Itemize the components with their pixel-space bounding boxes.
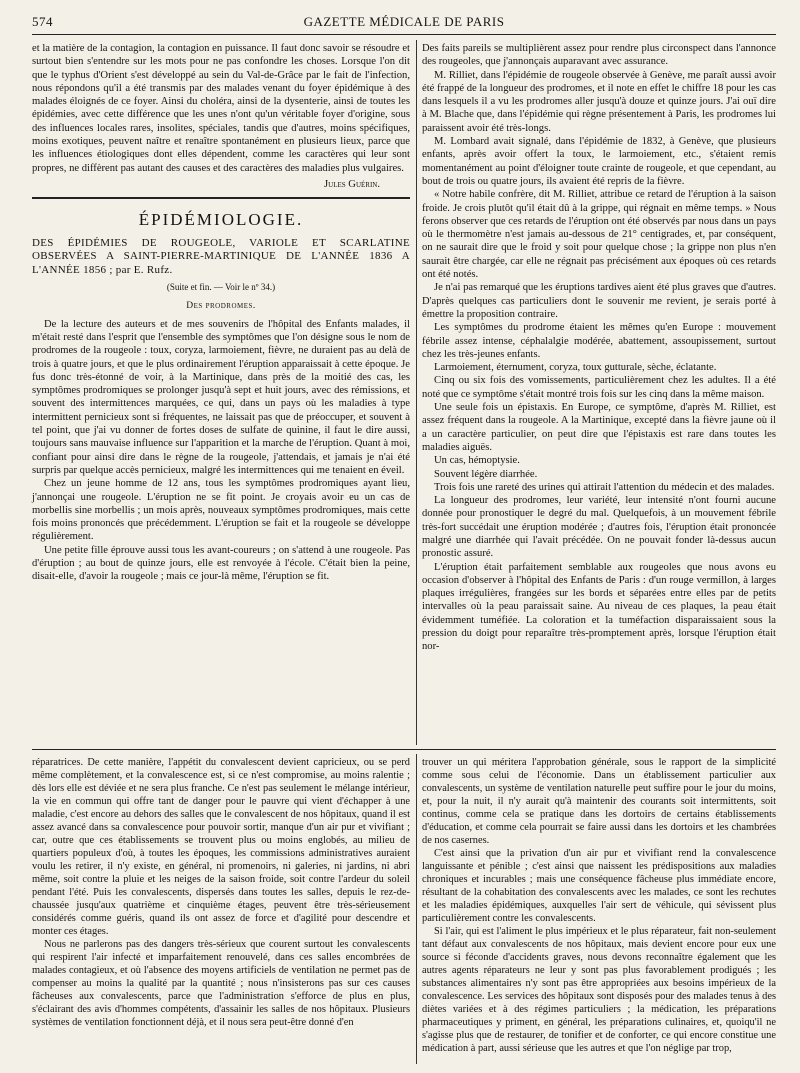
- paragraph: Un cas, hémoptysie.: [434, 455, 520, 467]
- left-column: [32, 42, 410, 584]
- journal-name: GAZETTE MÉDICALE DE PARIS: [303, 14, 505, 29]
- paragraph: trouver un qui méritera l'approbation générale, sous le rapport de la simplicité comme sous celui de l'économie. Dans un établissement particulier aux convalescents, un système de ventilation naturelle peut suffire pour le jour du moins, et, pour la nuit, il n'y aurait qu'à maintenir des courants soit intermittents, soit continus, comme cela se pratique dans les dortoirs de certains établissements d'éducation, et comme cela pourrait se faire aussi dans les dortoirs et les chambrées de nos casernes.: [422, 757, 776, 846]
- paragraph: M. Lombard avait signalé, dans l'épidémie de 1832, à Genève, que plusieurs enfants, après avoir offert la toux, le larmoiement, etc., s'étaient remis momentanément au point d'éloigner toute crainte de rougeole, et que cependant, au bout de trois ou quatre jours, ils avaient été repris de la fièvre.: [422, 136, 776, 187]
- right-column: [422, 42, 776, 654]
- bottom-left-column: [32, 756, 410, 1029]
- article-title: DES ÉPIDÉMIES DE ROUGEOLE, VARIOLE ET SCARLATINE OBSERVÉES A SAINT-PIERRE-MARTINIQUE DE L'ANNÉE 1836 A L'ANNÉE 1856 ; par E. Rufz.: [32, 236, 410, 276]
- paragraph: Les symptômes du prodrome étaient les mêmes qu'en Europe : mouvement fébrile assez intense, céphalalgie modérée, abattement, assoupissement, surtout chez les très-jeunes enfants.: [422, 322, 776, 360]
- feuilleton-rule: [32, 749, 776, 750]
- column-divider-top: [416, 40, 417, 745]
- paragraph: Une seule fois un épistaxis. En Europe, ce symptôme, d'après M. Rilliet, est assez fréquent dans la rougeole. A la Martinique, excepté dans la fièvre jaune où il a un caractère particulier, on peut dire que l'épistaxis est rare dans toutes les maladies aiguës.: [422, 402, 776, 453]
- subheading: Des prodromes.: [186, 301, 256, 312]
- page-number: 574: [32, 14, 53, 29]
- paragraph: Cinq ou six fois des vomissements, particulièrement chez les adultes. Il a été noté que ce symptôme s'était montré trois fois sur les cinq dans la même maison.: [422, 375, 776, 400]
- column-divider-bottom: [416, 754, 417, 1064]
- paragraph: Des faits pareils se multiplièrent assez pour rendre plus circonspect dans l'annonce des rougeoles, que j'annonçais auparavant avec assurance.: [422, 43, 776, 68]
- paragraph: Nous ne parlerons pas des dangers très-sérieux que courent surtout les convalescents qui respirent l'air infecté et imparfaitement renouvelé, dans ces salles encombrées de malades contagieux, et où l'absence des moyens artificiels de ventilation ne permet pas de compenser au moins la qualité par la quantité ; nous n'insisterons pas sur ces causes fâcheuses aux convalescents, parce que l'administration s'efforce de plus en plus, s'éclairant des avis d'hommes compétents, d'assainir les salles de nos hôpitaux. Plusieurs systèmes de ventilation fonctionnent déjà, et il nous sera peut-être donné d'en: [32, 939, 410, 1028]
- continuation-note: (Suite et fin. — Voir le nº 34.): [166, 282, 276, 293]
- paragraph: Souvent légère diarrhée.: [434, 468, 538, 480]
- paragraph: M. Rilliet, dans l'épidémie de rougeole observée à Genève, me paraît aussi avoir été frappé de la longueur des prodromes, et il note en effet le chiffre 18 pour les cas dans lesquels il a vu les prodromes aller jusqu'à douze et quinze jours. J'ai ouï dire à M. Blache que, dans l'épidémie qui règne présentement à Paris, les prodromes lui paraissent avoir été très-longs.: [422, 69, 776, 134]
- paragraph: La longueur des prodromes, leur variété, leur intensité n'ont fourni aucune donnée pour pronostiquer le degré du mal. Quelquefois, à un mouvement fébrile très-fort succédait une éruption modérée ; d'autres fois, l'éruption était prononcée malgré une diarrhée qui l'avait précédée. On ne pouvait fonder là-dessus aucun pronostic assuré.: [422, 495, 776, 560]
- paragraph: Trois fois une rareté des urines qui attirait l'attention du médecin et des malades.: [434, 481, 775, 493]
- header-rule: [32, 34, 776, 35]
- page-header: [32, 14, 776, 32]
- bottom-right-column: [422, 756, 776, 1055]
- section-title: ÉPIDÉMIOLOGIE.: [138, 210, 304, 230]
- paragraph: « Notre habile confrère, dit M. Rilliet, attribue ce retard de l'éruption à la saison froide. Je crois plutôt qu'il était dû à la grippe, qui régnait en même temps. » Nous ferons observer que ces retards de l'éruption ont été observés par nous dans un pays où le thermomètre n'est jamais au-dessous de 21° centigrades, et, par conséquent, on ne saurait dire que le froid y soit pour quelque chose ; la grippe non plus n'en saurait être chargée, car elle ne régnait pas précisément aux époques où ces retards ont été notés.: [422, 189, 776, 281]
- paragraph: et la matière de la contagion, la contagion en puissance. Il faut donc savoir se résoudre et surtout bien s'entendre sur les mots pour ne pas confondre les choses. Lorsque l'on dit que le typhus d'Orient s'est développé au sein du Val-de-Grâce par le fait de l'infection, nous répondons qu'il a été transmis par des malades venant du foyer épidémique à des malades éloignés de ce foyer. Ainsi du choléra, ainsi de la dysenterie, ainsi de toutes les épidémies, avec cette différence que les unes n'ont qu'un véritable foyer d'origine, sous des influences locales rares, insolites, spéciales, tandis que d'autres, moins spécifiques, moins exotiques, peuvent naître et renaître spontanément en plusieurs lieux, parce que les influences étiologiques dont elles dépendent, comme les caractères qui leur sont propres, ne diffèrent pas autant des causes et des caractères des maladies plus vulgaires.: [32, 43, 410, 174]
- paragraph: Je n'ai pas remarqué que les éruptions tardives aient été plus graves que d'autres. D'après quelques cas particuliers dont le souvenir me revient, je serais porté à émettre la proposition contraire.: [422, 282, 776, 320]
- author-signature: Jules Guérin.: [324, 178, 380, 190]
- paragraph: réparatrices. De cette manière, l'appétit du convalescent devient capricieux, ou se perd même complètement, et la convalescence est, si ce n'est compromise, au moins ralentie ; dès lors elle est déviée et ne sera plus franche. Ce n'est pas seulement le mélange intérieur, la vie en commun qui offre tant de danger pour le pauvre qui vient d'échapper à une maladie, c'est encore au dehors des salles que le convalescent de nos hôpitaux, quand il est assez avancé dans sa convalescence pour pouvoir sortir, manque d'un air pur et vivifiant ; car, outre que ces établissements se trouvent plus ou moins englobés, au milieu de quartiers populeux d'où, à toutes les époques, les commissions administratives auraient voulu les retirer, il n'y existe, en général, ni promenoirs, ni galeries, ni jardins, ni abri même, soit contre la pluie et les neiges de la saison froide, soit contre l'ardeur du soleil pendant l'été. Puis les convalescents, dispersés dans toutes les salles, depuis le rez-de-chaussée jusqu'aux quatrième et cinquième étages, peuvent être très-sérieusement considérés comme guéris, quand ils ont assez de force et d'agilité pour descendre et monter ces étages.: [32, 757, 410, 937]
- paragraph: C'est ainsi que la privation d'un air pur et vivifiant rend la convalescence languissante et pénible ; c'est ainsi que naissent les prédispositions aux maladies chroniques et incurables ; mais une conséquence fâcheuse plus immédiate encore, résultant de la cohabitation des convalescents avec les malades, ce sont les rechutes et les maladies épidémiques, auxquelles l'air sert de véhicule, qui sévissent plus particulièrement contre les convalescents.: [422, 848, 776, 924]
- paragraph: Larmoiement, éternument, coryza, toux gutturale, sèche, éclatante.: [434, 362, 717, 374]
- paragraph: Chez un jeune homme de 12 ans, tous les symptômes prodromiques ayant lieu, j'annonçai une rougeole. L'éruption ne se fit point. Je croyais avoir eu un cas de morbellis sine morbellis ; un mois après, nouveaux symptômes prodromiques, mais cette fois moins prononcés que précédemment. L'éruption se fait et la rougeole se développe régulièrement.: [32, 478, 410, 543]
- paragraph: L'éruption était parfaitement semblable aux rougeoles que nous avons eu occasion d'observer à l'hôpital des Enfants de Paris : d'un rouge vermillon, à larges plaques irrégulières, frangées sur les bords et séparées entre elles par de petits intervalles où la peau paraissait saine. Au niveau de ces plaques, la peau était évidemment tuméfiée. La coloration et la tuméfaction disparaissaient sous la pression du doigt pour reparaître très-promptement après, lorsque l'éruption était nor-: [422, 561, 776, 653]
- paragraph: De la lecture des auteurs et de mes souvenirs de l'hôpital des Enfants malades, il m'était resté dans l'esprit que l'ensemble des symptômes que l'on désigne sous le nom de prodromes de la rougeole : toux, coryza, larmoiement, fièvre, ne duraient pas au delà de trois à quatre jours, et que le plus ordinairement l'éruption apparaissait à cette époque. Je fus donc très-étonné de voir, à la Martinique, dans près de la moitié des cas, les symptômes prodromiques se prolonger jusqu'à sept et huit jours, avec des rémissions, et souvent des intermittences marquées, ce qui, dans un pays où les maladies à type intermittent pernicieux sont si fréquentes, ne laissait pas que de préoccuper, et souvent à tel point, que j'ai vu donner de fortes doses de sulfate de quinine, il faut le dire aussi, toujours sans mauvaise influence sur l'apparition et la marche de l'éruption. Quant à moi, confiant pour ainsi dire dans le règne de la rougeole, j'attendais, et jamais je n'ai été surpris par quelque accès pernicieux, malgré les intermittences qui me tenaient en éveil.: [32, 318, 410, 476]
- section-rule: [32, 197, 410, 199]
- paragraph: Si l'air, qui est l'aliment le plus impérieux et le plus réparateur, fait non-seulement tant défaut aux convalescents de nos hôpitaux, mais devient encore pour eux une source si féconde d'accidents graves, nous devons reconnaître également que les autres agents réparateurs ne leur y sont pas plus favorablement prodigués ; les substances alimentaires n'y sont pas être appropriées aux besoins impérieux de la convalescence. Les services des hôpitaux sont disposés pour des malades tenus à des diètes variées et à des régimes particuliers ; la médication, les préparations pharmaceutiques y priment, en général, les préparations culinaires, et, quoiqu'il ne s'agisse plus que de restaurer, de tonifier et de conforter, ce qui encore constitue une médication à part, aussi sérieuse que les autres et que l'on néglige par trop,: [422, 926, 776, 1054]
- paragraph: Une petite fille éprouve aussi tous les avant-coureurs ; on s'attend à une rougeole. Pas d'éruption ; au bout de quinze jours, elle est renvoyée à l'école. C'était bien la peine, disait-elle, d'avoir la rougeole ; mais ce jour-là même, l'éruption se fit.: [32, 544, 410, 583]
